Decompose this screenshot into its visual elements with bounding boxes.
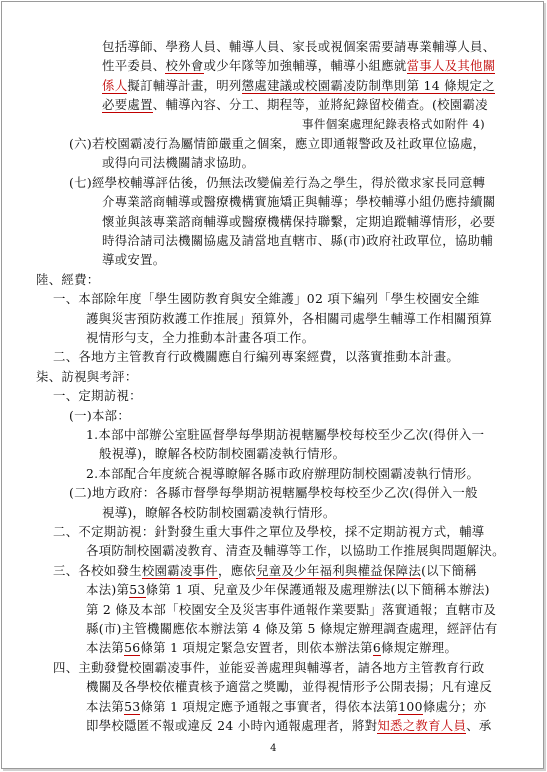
paragraph-line: 時得洽請司法機關協處及請當地直轄市、縣(市)政府社政單位，協助輔 — [102, 233, 493, 248]
paragraph-line — [86, 697, 486, 716]
paragraph-line — [102, 95, 488, 114]
list-item: 一、本部除年度「學生國防教育與安全維護」02 項下編列「學生校園安全維 — [53, 291, 480, 307]
underlined-text: 53 — [129, 582, 146, 598]
text-run: 或少年隊等加強輔導，輔導小組應就 — [203, 58, 407, 74]
text-run: ，應依 — [218, 562, 257, 578]
section-heading: 陸、經費： — [36, 271, 100, 287]
text-run: 條第 1 項、兒童及少年保護通報及處理辦法(以下簡稱本辦法) — [145, 582, 490, 598]
paragraph-line: 般視導)，瞭解各校防制校園霸凌執行情形。 — [99, 446, 346, 462]
text-run: 條第 1 項規定緊急安置者，則依本辦法第 — [140, 640, 373, 656]
list-item — [53, 561, 477, 580]
list-item: 二、各地方主管教育行政機關應自行編列專案經費，以落實推動本計畫。 — [53, 349, 460, 365]
underlined-text: 56 — [124, 640, 141, 656]
underlined-text: 校外會 — [165, 58, 204, 74]
paragraph-line: 導或安置。 — [102, 252, 166, 268]
paragraph-line: 機關及各學校依權責核予適當之獎勵，並得視情形予公開表揚；凡有違反 — [86, 679, 493, 695]
paragraph-line: 事件個案處理紀錄表格式如附件 4) — [302, 116, 485, 131]
list-item-6: (六)若校園霸凌行為屬情節嚴重之個案，應立即通報警政及社政單位協處， — [69, 136, 486, 151]
highlighted-text: 係人 — [102, 77, 128, 93]
text-run: 擬訂輔導計畫，明列 — [127, 77, 242, 93]
text-run: 條第 1 項規定應予通報之事實者，得依本法第 — [140, 698, 399, 714]
text-run: (以下簡稱 — [421, 562, 477, 578]
text-run: 、承 — [466, 718, 492, 733]
underlined-text: 懲處建議或校園霸凌防制準則第 14 條規定之 — [241, 77, 495, 93]
section-heading: 柒、訪視與考評： — [36, 368, 138, 384]
paragraph-line: 縣(市)主管機關應依本辦法第 4 條及第 5 條規定辦理調查處理，經評估有 — [86, 621, 498, 636]
list-item: 2.本部配合年度統合視導瞭解各縣市政府辦理防制校園霸凌執行情形。 — [86, 465, 480, 481]
list-item: 四、主動發覺校園霸凌事件，並能妥善處理與輔導者，請各地方主管教育行政 — [53, 659, 485, 675]
paragraph-line — [102, 76, 495, 95]
list-item: (二)地方政府：各縣市督學每學期訪視轄屬學校每校至少乙次(得併入一般 — [69, 485, 478, 501]
paragraph-line: 包括導師、學務人員、輔導人員、家長或視個案需要請專業輔導人員、 — [102, 39, 496, 54]
highlighted-text: 當事人及其他關 — [406, 58, 496, 74]
text-run: 性平委員、 — [102, 58, 166, 74]
underlined-text: 校園霸凌事件 — [141, 562, 218, 578]
text-run: 、輔導內容、分工、期程等，並將紀錄留校備查。(校園霸凌 — [152, 97, 488, 113]
text-run: 三、各校如發生 — [53, 562, 142, 578]
list-item-7: (七)經學校輔導評估後，仍無法改變偏差行為之學生，得於徵求家長同意轉 — [69, 174, 486, 190]
paragraph-line — [86, 716, 492, 735]
text-run: 即學校隱匿不報或違反 24 小時內通報處理者，將對 — [86, 718, 378, 733]
paragraph-line: 各項防制校園霸凌教育、清查及輔導等工作，以協助工作推展與問題解決。 — [86, 543, 505, 559]
text-run: 條規定辦理。 — [381, 640, 458, 656]
paragraph-line — [86, 638, 457, 657]
text-run: 本法第 — [86, 698, 125, 714]
paragraph-line: 或得向司法機關請求協助。 — [102, 155, 255, 171]
list-item: 一、定期訪視： — [53, 388, 142, 404]
underlined-text: 100 — [398, 698, 423, 714]
highlighted-text: 知悉之教育人員 — [377, 718, 467, 733]
paragraph-line: 視情形勻支，全力推動本計畫各項工作。 — [86, 330, 315, 345]
paragraph-line: 護與災害預防救護工作推展」預算外，各相關司處學生輔導工作相關預算 — [86, 310, 493, 326]
text-run: 本法)第 — [86, 582, 130, 598]
paragraph-line: 視導)，瞭解各校防制校園霸凌執行情形。 — [102, 504, 336, 520]
page-number: 4 — [270, 743, 277, 755]
list-item: 二、不定期訪視：針對發生重大事件之單位及學校，採不定期訪視方式，輔導 — [53, 524, 485, 539]
underlined-text: 必要處置 — [102, 97, 153, 113]
underlined-text: 兒童及少年福利與權益保障法 — [256, 562, 422, 578]
list-item: 1.本部中部辦公室駐區督學每學期訪視轄屬學校每校至少乙次(得併入一 — [86, 427, 485, 442]
paragraph-line: 懷並與該專業諮商輔導或醫療機構保持聯繫，定期追蹤輔導情形，必要 — [102, 213, 496, 229]
underlined-text: 53 — [124, 698, 141, 714]
paragraph-line: 介專業諮商輔導或醫療機構實施矯正與輔導；學校輔導小組仍應持續關 — [102, 194, 496, 210]
paragraph-line — [86, 580, 490, 599]
text-run: 條處分；亦 — [422, 698, 487, 714]
underlined-text: 6 — [372, 640, 382, 656]
paragraph-line — [102, 56, 495, 75]
paragraph-line: 第 2 條及本部「校園安全及災害事件通報作業要點」落實通報；直轄市及 — [86, 601, 497, 617]
text-run: 本法第 — [86, 640, 125, 656]
list-item: (一)本部： — [69, 407, 131, 423]
